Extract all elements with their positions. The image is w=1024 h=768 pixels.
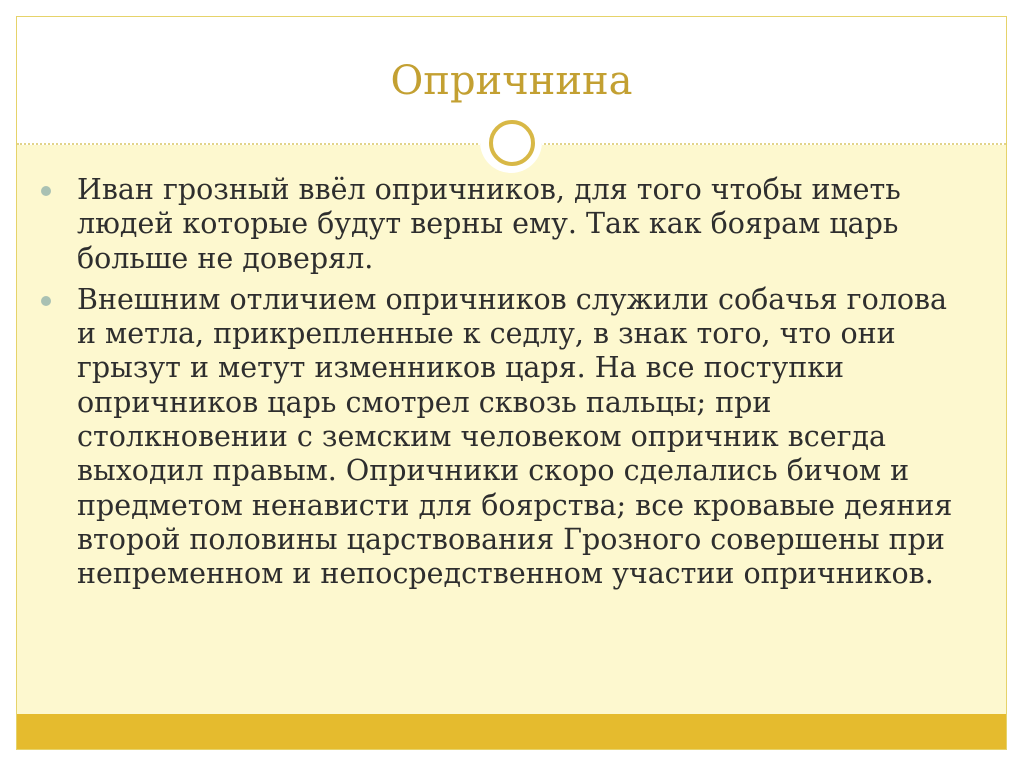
bullet-dot-icon: [41, 296, 51, 306]
slide: [16, 16, 1007, 750]
bullet-item: [61, 283, 961, 592]
bullet-list: [61, 173, 961, 599]
footer-accent-band: [17, 714, 1006, 749]
ornament-ring: [489, 120, 535, 166]
circle-ornament-icon: [480, 111, 542, 173]
bullet-item: [61, 173, 961, 276]
slide-title: Опричнина: [390, 58, 633, 104]
bullet-dot-icon: [41, 186, 51, 196]
bullet-text: Внешним отличием опричников служили собачья голова и метла, прикрепленные к седлу, в знак того, что они грызут и метут изменников царя. На все поступки опричников царь смотрел сквозь пальцы; при столкновении с земским человеком опричник всегда выходил правым. Опричники скоро сделались бичом и предметом ненависти для боярства; все кровавые деяния второй половины царствования Грозного совершены при непременном и непосредственном участии опричников.: [77, 282, 953, 591]
bullet-text: Иван грозный ввёл опричников, для того чтобы иметь людей которые будут верны ему. Так как боярам царь больше не доверял.: [77, 173, 901, 275]
